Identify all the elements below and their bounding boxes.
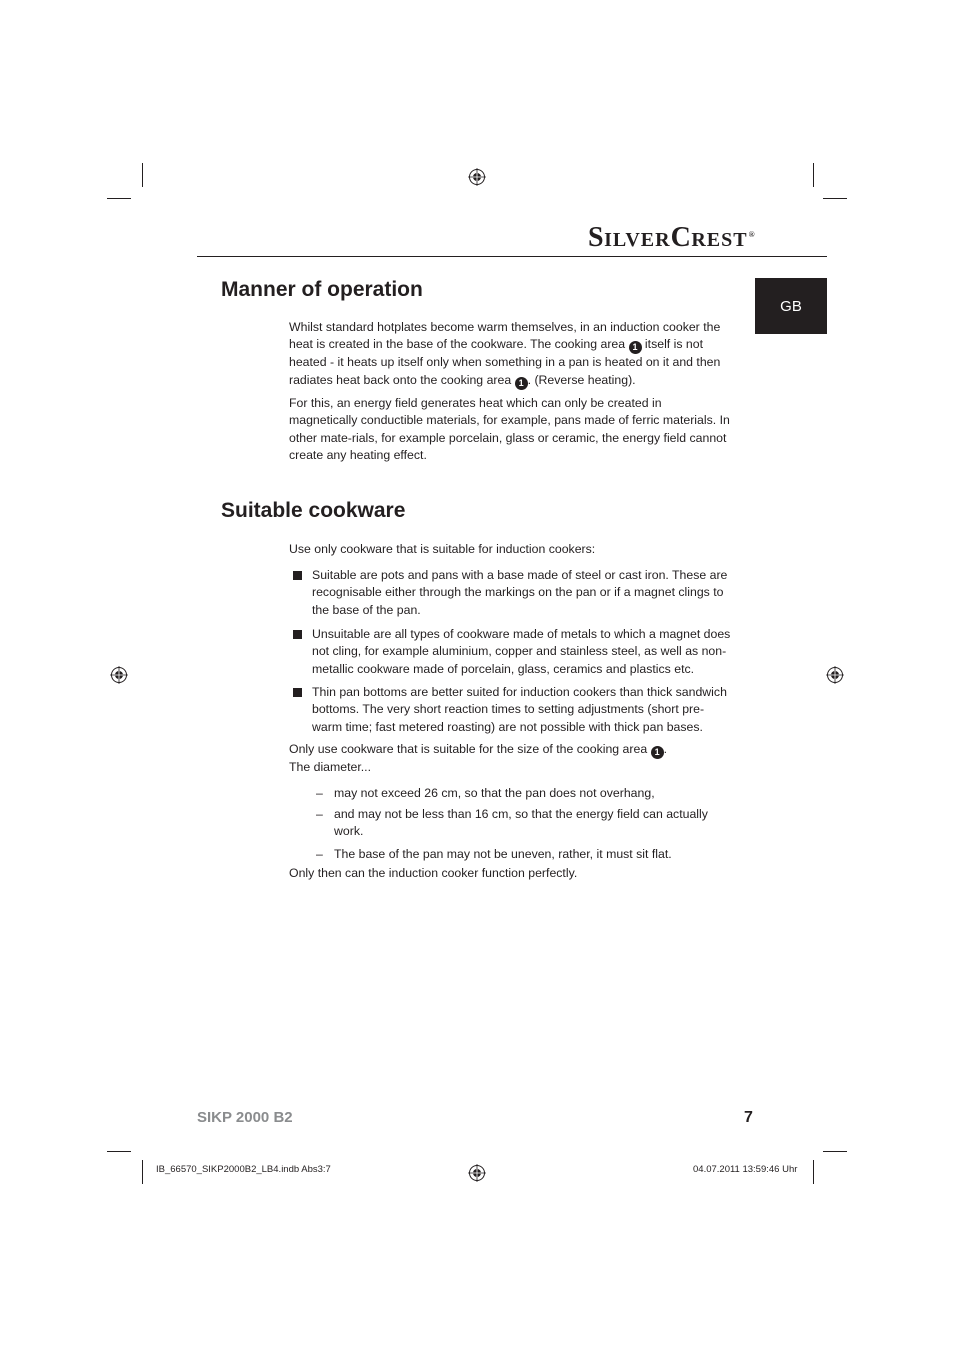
list-item: Suitable are pots and pans with a base made of steel or cast iron. These are recognisable either through the markings on the pan or if a magnet clings to the base of the pan. [289, 567, 731, 619]
crop-mark [107, 198, 131, 199]
square-bullet-icon [293, 688, 302, 697]
slug-timestamp: 04.07.2011 13:59:46 Uhr [693, 1164, 798, 1175]
cookware-size-paragraph: Only use cookware that is suitable for the size of the cooking area 1 . The diameter... [289, 742, 668, 774]
operation-paragraph-2: For this, an energy field generates heat which can only be created in magnetically conductible materials, for example, pans made of ferric materials. In other mate-rials, for example porcelain, glass or ceramic, the energy field cannot create any heating effect. [289, 396, 730, 463]
crop-mark [813, 163, 814, 187]
dash-item: – may not exceed 26 cm, so that the pan does not overhang, [316, 786, 655, 800]
page-number: 7 [744, 1109, 753, 1126]
crop-mark [107, 1151, 131, 1152]
registration-mark-icon [468, 1164, 486, 1182]
square-bullet-icon [293, 630, 302, 639]
slug-file: IB_66570_SIKP2000B2_LB4.indb Abs3:7 [156, 1164, 331, 1175]
ref-number-icon: 1 [629, 341, 642, 354]
language-tab: GB [755, 278, 827, 334]
crop-mark [142, 1160, 143, 1184]
square-bullet-icon [293, 571, 302, 580]
crop-mark [813, 1160, 814, 1184]
cookware-closing: Only then can the induction cooker function perfectly. [289, 866, 578, 880]
footer-model: SIKP 2000 B2 [197, 1109, 293, 1126]
section-title-operation: Manner of operation [221, 278, 423, 301]
section-title-cookware: Suitable cookware [221, 499, 406, 522]
ref-number-icon: 1 [515, 377, 528, 390]
registration-mark-icon [826, 666, 844, 684]
header-rule [197, 256, 827, 257]
registration-mark-icon [468, 168, 486, 186]
crop-mark [142, 163, 143, 187]
brand-logo: SILVERCREST® [588, 222, 756, 253]
crop-mark [823, 1151, 847, 1152]
operation-paragraph-1: Whilst standard hotplates become warm themselves, in an induction cooker the heat is created in the base of the cookware. The cooking area 1 itself is not heated - it heats up itself only when something in a pan is heated on it and then radiates heat back onto the cooking area 1 . (Reverse heating). [289, 320, 721, 388]
registration-mark-icon [110, 666, 128, 684]
dash-item: – and may not be less than 16 cm, so that the energy field can actually work. [316, 807, 708, 839]
ref-number-icon: 1 [651, 746, 664, 759]
list-item: Unsuitable are all types of cookware made of metals to which a magnet does not cling, for example aluminium, copper and stainless steel, as well as non-metallic cookware made of porcelain, glass, ceramics and plastics etc. [289, 626, 731, 678]
cookware-intro: Use only cookware that is suitable for induction cookers: [289, 542, 596, 556]
list-item: Thin pan bottoms are better suited for induction cookers than thick sandwich bottoms. The very short reaction times to setting adjustments (short pre-warm time; fast metered roasting) are not possible with thick pan bases. [289, 684, 731, 736]
dash-item: – The base of the pan may not be uneven, rather, it must sit flat. [316, 847, 672, 861]
crop-mark [823, 198, 847, 199]
